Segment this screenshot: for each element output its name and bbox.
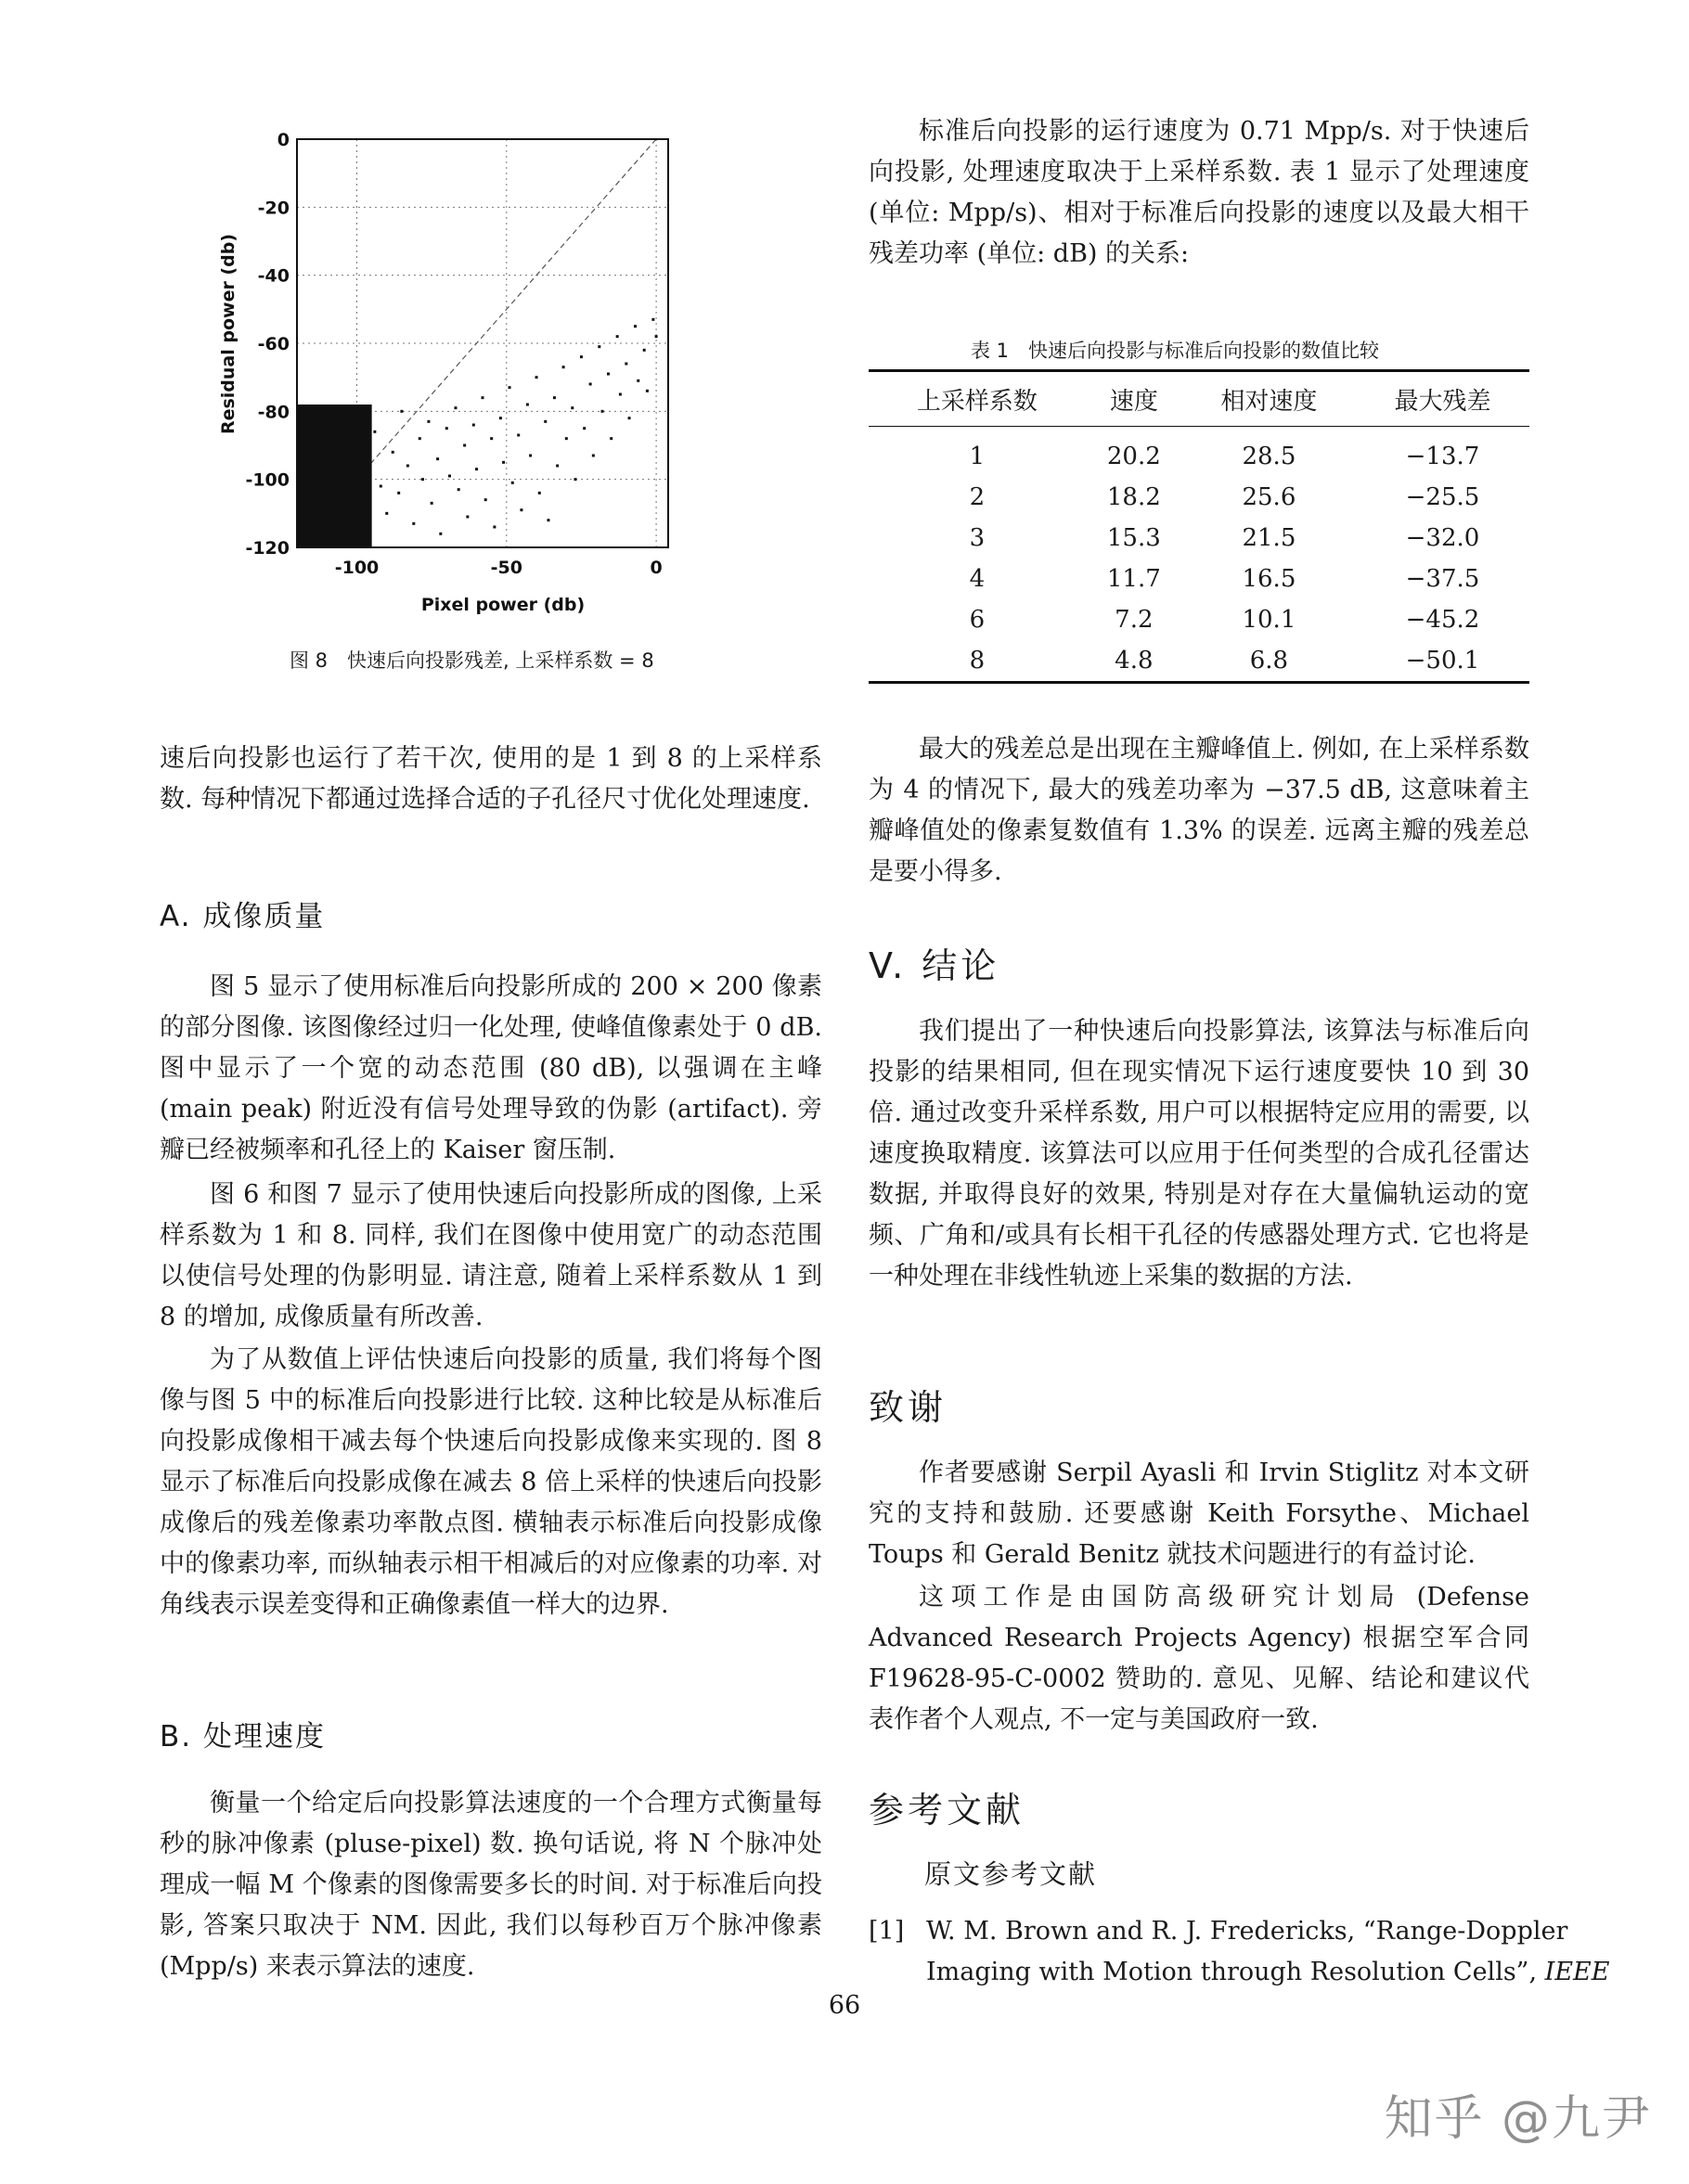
data-point: [482, 396, 484, 399]
data-point: [526, 404, 529, 406]
table-row: [869, 559, 1529, 599]
table-cell: −13.7: [1405, 443, 1480, 470]
data-point: [458, 488, 460, 491]
page-number: 66: [828, 1991, 861, 2020]
data-point: [472, 424, 475, 427]
data-point: [421, 478, 424, 481]
table-cell: −25.5: [1405, 483, 1480, 511]
table-cell: 10.1: [1242, 606, 1296, 634]
paragraph-a1: 图 5 显示了使用标准后向投影所成的 200 × 200 像素的部分图像. 该图像经过归一化处理, 使峰值像素处于 0 dB. 图中显示了一个宽的动态范围 (80 dB), 以强调在主峰 (main peak) 附近没有信号处理导致的伪影 (artifact). 旁瓣已经被频率和孔径上的 Kaiser 窗压制.: [160, 972, 822, 1164]
data-point: [535, 376, 538, 379]
references-title: 参考文献: [869, 1790, 1025, 1831]
data-point: [628, 417, 631, 419]
data-point: [490, 437, 493, 440]
x-tick-label: -50: [490, 558, 522, 578]
data-point: [412, 522, 415, 525]
table-row: [869, 427, 1529, 478]
data-point: [574, 478, 577, 481]
table-cell: −37.5: [1405, 565, 1480, 593]
reference-number: [1]: [869, 1917, 905, 1946]
data-point: [646, 390, 649, 392]
table-row: [869, 477, 1529, 518]
reference-1: [869, 1911, 1568, 1952]
data-point: [436, 457, 439, 460]
data-point: [454, 406, 457, 409]
table-cell: −50.1: [1405, 647, 1480, 674]
y-tick-label: -60: [257, 334, 290, 354]
table-row: [869, 599, 1529, 640]
data-point: [448, 475, 451, 478]
comparison-table: [869, 369, 1529, 684]
data-point: [562, 366, 565, 368]
table-cell: −32.0: [1405, 524, 1480, 552]
reference-1-line2: [926, 1952, 1610, 1993]
residual-scatter-plot: [160, 111, 754, 631]
plot-area: [245, 130, 668, 578]
y-tick-label: -40: [257, 265, 290, 287]
data-point: [655, 335, 658, 338]
paragraph-b1: 衡量一个给定后向投影算法速度的一个合理方式衡量每秒的脉冲像素 (pluse-pixel) 数. 换句话说, 将 N 个脉冲处理成一幅 M 个像素的图像需要多长的时间. 对于标准后向投影, 答案只取决于 NM. 因此, 我们以每秒百万个脉冲像素 (Mpp/s) 来表示算法的速度.: [160, 1789, 822, 1981]
table-cell: 25.6: [1242, 483, 1296, 511]
section-a-title: A. 成像质量: [160, 900, 326, 933]
data-point: [565, 437, 568, 440]
data-point: [637, 379, 639, 382]
original-references-subtitle: 原文参考文献: [924, 1858, 1098, 1890]
x-tick-label: -100: [334, 558, 380, 578]
paragraph-ack2: 这项工作是由国防高级研究计划局 (Defense Advanced Research Projects Agency) 根据空军合同 F19628-95-C-0002 赞助的. 意见、见解、结论和建议代表作者个人观点, 不一定与美国政府一致.: [869, 1583, 1529, 1734]
y-tick-label: -80: [257, 402, 290, 423]
table-cell: 15.3: [1106, 524, 1161, 552]
data-point: [556, 465, 559, 468]
data-point: [445, 427, 448, 430]
table-header-cell: 最大残差: [1394, 387, 1491, 416]
paragraph-a3: 为了从数值上评估快速后向投影的质量, 我们将每个图像与图 5 中的标准后向投影进行比较. 这种比较是从标准后向投影成像相干减去每个快速后向投影成像来实现的. 图 8 显示了标准后向投影成像在减去 8 倍上采样的快速后向投影成像后的残差像素功率散点图. 横轴表示标准后向投影成像中的像素功率, 而纵轴表示相干相减后的对应像素的功率. 对角线表示误差变得和正确像素值一样大的边界.: [160, 1345, 822, 1619]
table-cell: 4: [969, 565, 986, 593]
y-axis-label: Residual power (db): [218, 233, 239, 435]
data-point: [380, 485, 382, 488]
data-point: [400, 410, 403, 413]
data-point: [634, 325, 637, 328]
table-caption: 表 1 快速后向投影与标准后向投影的数值比较: [971, 340, 1380, 362]
data-point: [397, 492, 400, 495]
data-point: [544, 420, 547, 423]
table-header-cell: 上采样系数: [916, 387, 1038, 416]
x-tick-label: 0: [650, 558, 663, 578]
data-point: [571, 406, 574, 409]
section-b-title: B. 处理速度: [160, 1720, 326, 1754]
paragraph-a2: 图 6 和图 7 显示了使用快速后向投影所成的图像, 上采样系数为 1 和 8. 同样, 我们在图像中使用宽广的动态范围以使信号处理的伪影明显. 请注意, 随着上采样系数从 1 到 8 的增加, 成像质量有所改善.: [160, 1180, 822, 1331]
data-point: [643, 349, 646, 352]
dense-point-cloud: [297, 405, 372, 547]
reference-text-line2: Imaging with Motion through Resolution Cells”,: [926, 1958, 1538, 1986]
table-cell: −45.2: [1405, 606, 1480, 634]
y-tick-label: -20: [257, 198, 290, 219]
data-point: [616, 335, 619, 338]
data-point: [619, 393, 622, 396]
data-point: [583, 427, 586, 430]
data-point: [547, 519, 549, 521]
acknowledgement-title: 致谢: [869, 1387, 948, 1428]
data-point: [598, 345, 600, 348]
table-cell: 11.7: [1106, 565, 1161, 593]
data-point: [517, 434, 520, 437]
data-point: [463, 444, 466, 447]
table-cell: 2: [969, 483, 986, 511]
x-axis-label: Pixel power (db): [420, 595, 586, 615]
table-row: [869, 640, 1529, 683]
paragraph-intro: 速后向投影也运行了若干次, 使用的是 1 到 8 的上采样系数. 每种情况下都通过选择合适的子孔径尺寸优化处理速度.: [160, 744, 822, 814]
data-point: [509, 386, 511, 389]
table-header-cell: 速度: [1109, 387, 1158, 416]
data-point: [466, 516, 469, 519]
table-header-row: [869, 371, 1529, 427]
data-point: [592, 455, 595, 457]
paragraph-residual: 最大的残差总是出现在主瓣峰值上. 例如, 在上采样系数为 4 的情况下, 最大的残差功率为 −37.5 dB, 这意味着主瓣峰值处的像素复数值有 1.3% 的误差. 远离主瓣的残差总是要小得多.: [869, 735, 1529, 886]
table-cell: 21.5: [1242, 524, 1296, 552]
table-cell: 6: [969, 606, 986, 634]
data-point: [419, 437, 421, 440]
table-cell: 1: [969, 443, 986, 470]
data-point: [484, 498, 487, 501]
data-point: [553, 396, 556, 399]
table-cell: 8: [969, 647, 986, 674]
figure-caption: 图 8 快速后向投影残差, 上采样系数 = 8: [290, 649, 654, 672]
data-point: [406, 465, 409, 468]
table-cell: 6.8: [1249, 647, 1289, 674]
data-point: [392, 451, 394, 454]
paragraph-speed: 标准后向投影的运行速度为 0.71 Mpp/s. 对于快速后向投影, 处理速度取决于上采样系数. 表 1 显示了处理速度 (单位: Mpp/s)、相对于标准后向投影的速度以及最大相干残差功率 (单位: dB) 的关系:: [869, 117, 1529, 268]
y-tick-label: -100: [245, 469, 290, 491]
y-tick-label: 0: [277, 130, 290, 150]
data-point: [610, 437, 612, 440]
y-tick-label: -120: [245, 538, 290, 559]
data-point: [499, 417, 502, 419]
data-point: [651, 318, 654, 321]
data-point: [520, 508, 522, 511]
watermark: 知乎 @九尹: [1384, 2091, 1652, 2147]
data-point: [529, 455, 532, 457]
data-point: [502, 461, 505, 464]
data-point: [385, 512, 388, 515]
table-cell: 18.2: [1106, 483, 1161, 511]
paragraph-conclusion: 我们提出了一种快速后向投影算法, 该算法与标准后向投影的结果相同, 但在现实情况下运行速度要快 10 到 30 倍. 通过改变升采样系数, 用户可以根据特定应用的需要, 以速度换取精度. 该算法可以应用于任何类型的合成孔径雷达数据, 并取得良好的效果, 特别是对存在大量偏轨运动的宽频、广角和/或具有长相干孔径的传感器处理方式. 它也将是一种处理在非线性轨迹上采集的数据的方法.: [869, 1017, 1529, 1291]
data-point: [475, 468, 478, 470]
table-cell: 28.5: [1242, 443, 1296, 470]
data-point: [373, 430, 376, 433]
data-point: [493, 526, 496, 529]
table-cell: 3: [969, 524, 986, 552]
table-row: [869, 518, 1529, 559]
data-point: [511, 482, 514, 484]
table-cell: 7.2: [1115, 606, 1154, 634]
table-cell: 4.8: [1115, 647, 1154, 674]
data-point: [427, 420, 430, 423]
data-point: [431, 502, 433, 505]
paragraph-ack1: 作者要感谢 Serpil Ayasli 和 Irvin Stiglitz 对本文研究的支持和鼓励. 还要感谢 Keith Forsythe、Michael Toups 和 Gerald Benitz 就技术问题进行的有益讨论.: [869, 1458, 1529, 1569]
data-point: [601, 410, 604, 413]
reference-text-line1: W. M. Brown and R. J. Fredericks, “Range-Doppler: [926, 1917, 1568, 1946]
section-v-title: V. 结论: [869, 945, 1000, 986]
table-cell: 16.5: [1242, 565, 1296, 593]
table-header-cell: 相对速度: [1220, 387, 1318, 416]
data-point: [589, 383, 592, 386]
data-point: [439, 533, 442, 535]
data-point: [625, 363, 627, 366]
data-point: [580, 355, 583, 358]
table-cell: 20.2: [1106, 443, 1161, 470]
data-point: [607, 373, 610, 376]
reference-journal: IEEE: [1544, 1958, 1610, 1986]
data-point: [538, 492, 541, 495]
